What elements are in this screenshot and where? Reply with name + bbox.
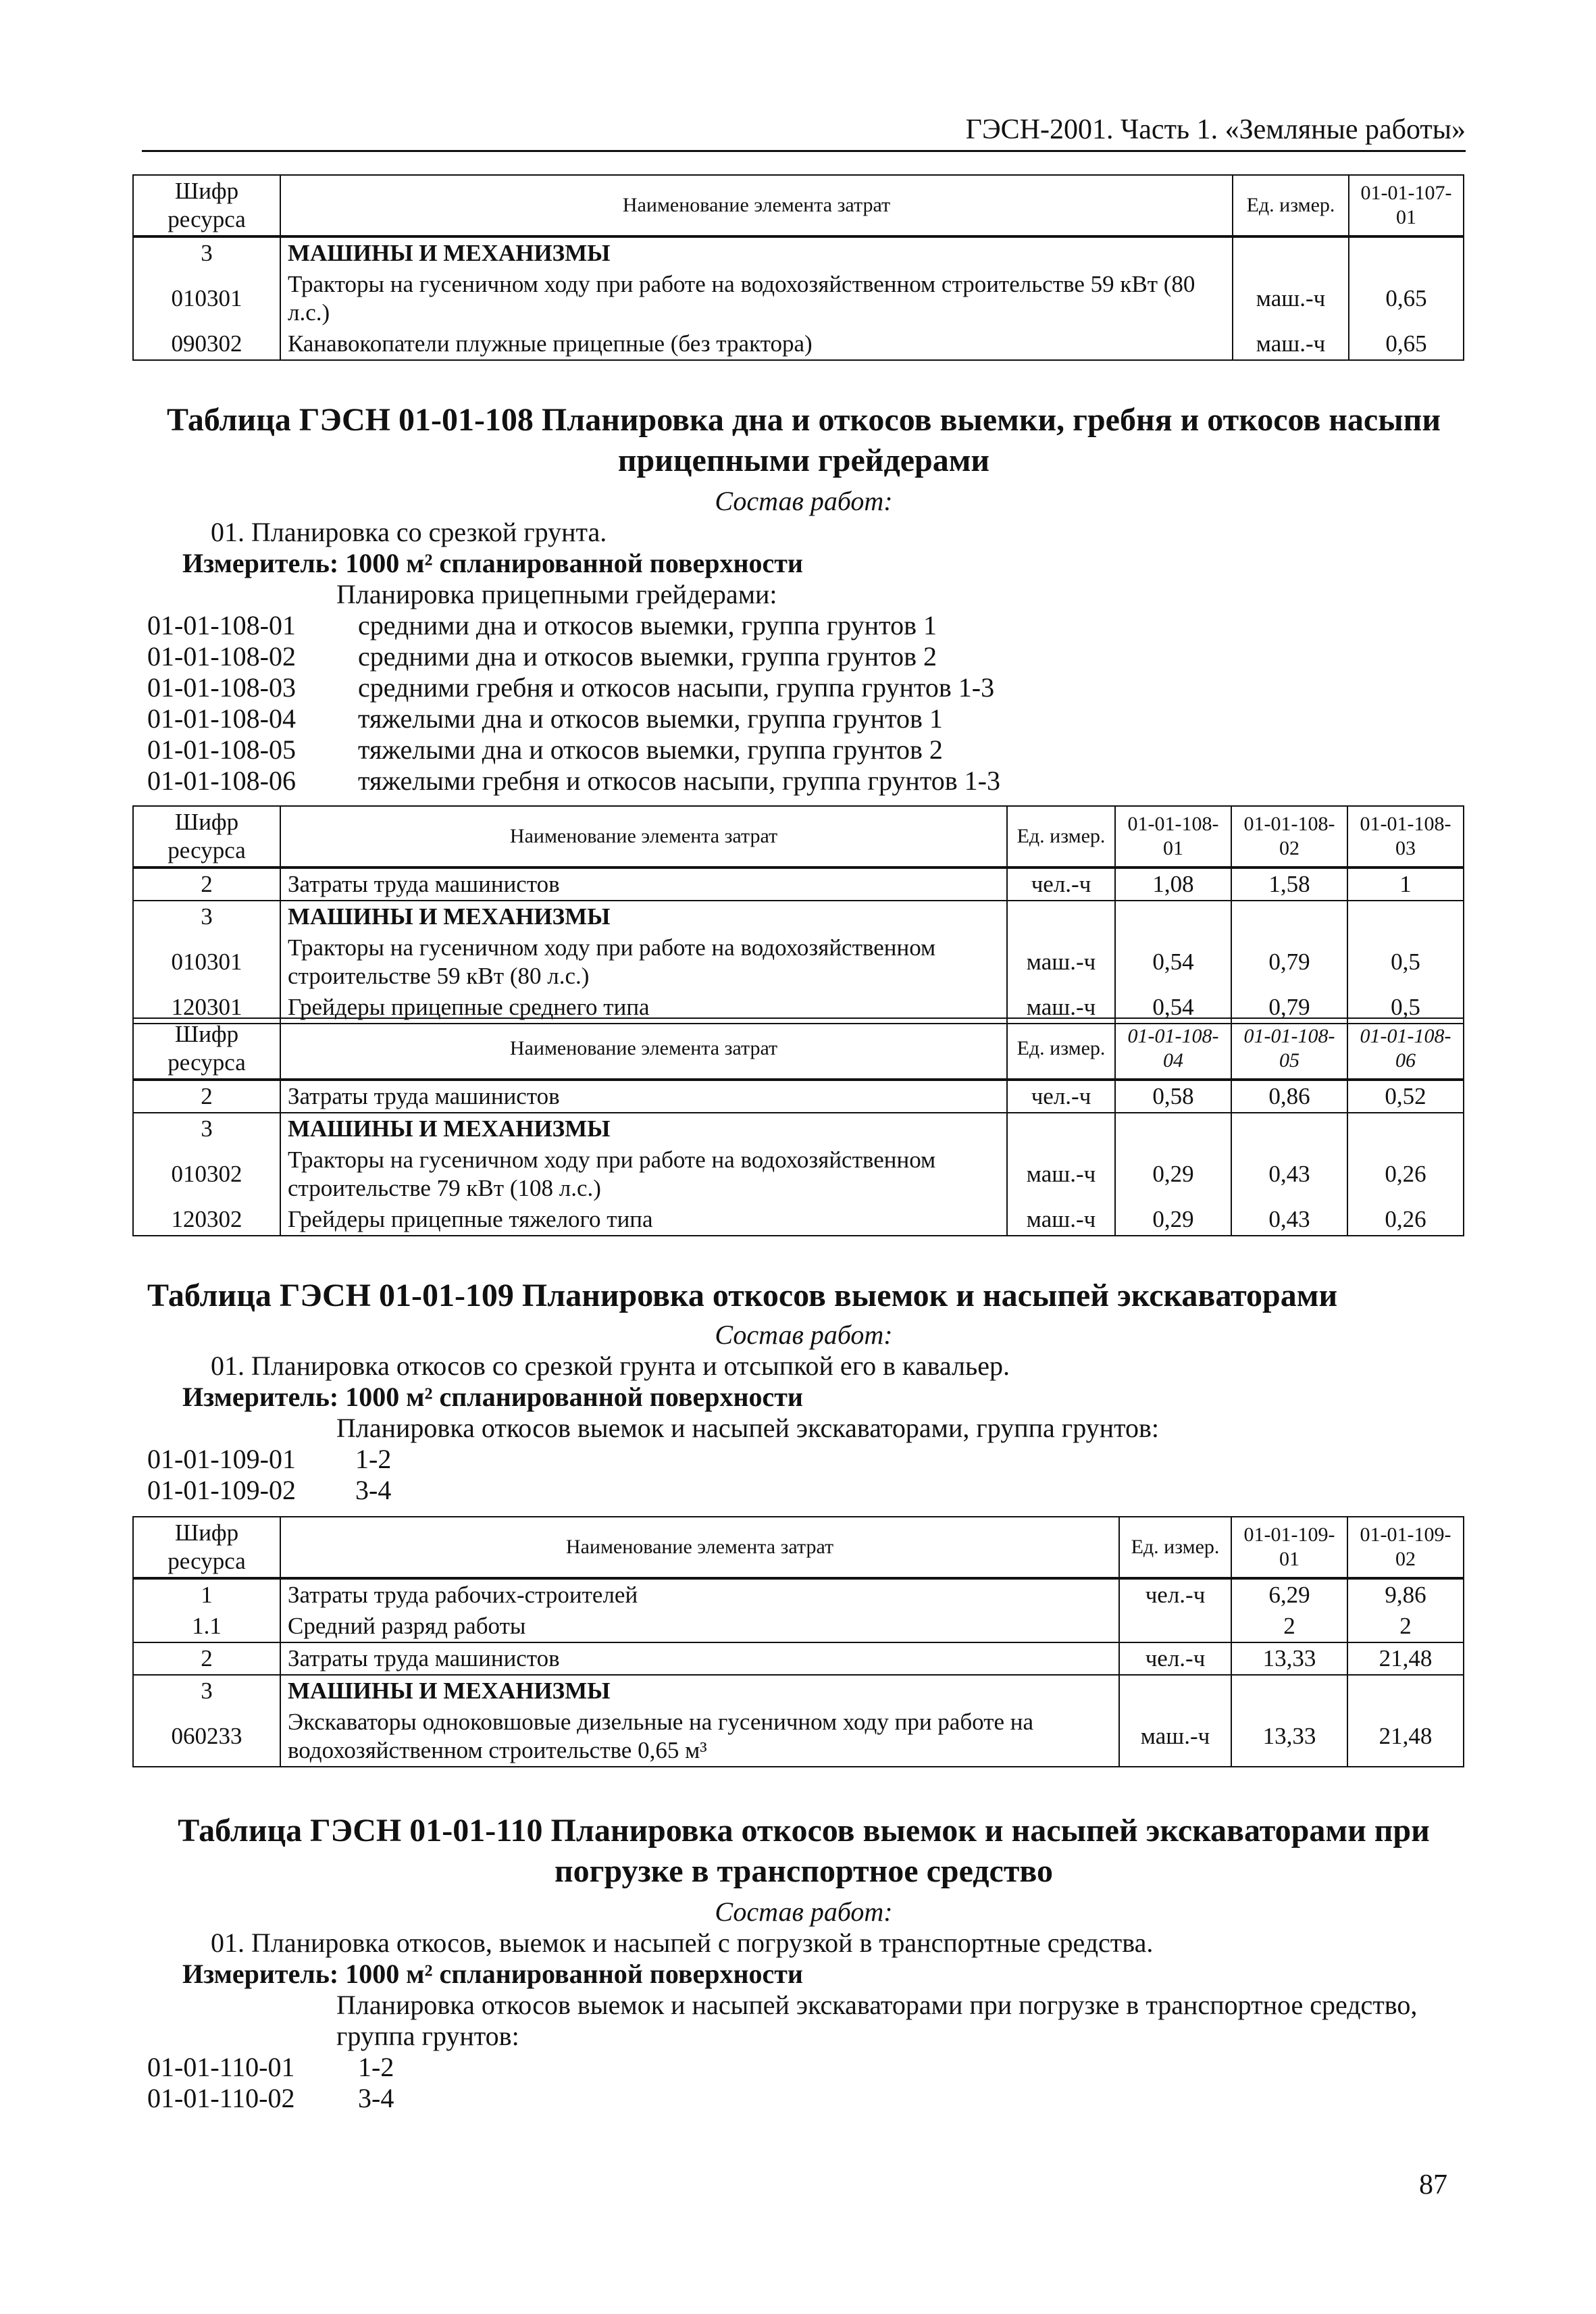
row-unit: маш.-ч xyxy=(1007,932,1115,992)
row-value: 0,26 xyxy=(1347,1204,1464,1236)
row-unit xyxy=(1007,1113,1115,1145)
row-code: 120302 xyxy=(133,1204,280,1236)
row-unit: маш.-ч xyxy=(1007,992,1115,1024)
row-unit: чел.-ч xyxy=(1119,1578,1231,1611)
row-code: 2 xyxy=(133,1642,280,1675)
table-header-row xyxy=(133,175,1464,236)
header-value: 01-01-108-05 xyxy=(1231,1018,1347,1080)
row-unit: маш.-ч xyxy=(1233,269,1349,328)
item-code: 01-01-109-02 xyxy=(147,1475,296,1505)
section-108-subtitle: Планировка прицепными грейдерами: xyxy=(336,579,777,609)
row-name: Экскаваторы одноковшовые дизельные на гусеничном ходу при работе на водохозяйственном строительстве 0,65 м³ xyxy=(280,1707,1119,1767)
item-text: 3-4 xyxy=(355,1475,392,1505)
table-header-row xyxy=(133,1018,1464,1080)
row-value: 6,29 xyxy=(1231,1578,1347,1611)
table-row xyxy=(133,1675,1464,1707)
item-code: 01-01-108-06 xyxy=(147,765,296,796)
row-code: 1.1 xyxy=(133,1611,280,1642)
row-value: 0,58 xyxy=(1115,1080,1231,1113)
list-item xyxy=(147,2082,394,2114)
header-value: 01-01-108-04 xyxy=(1115,1018,1231,1080)
row-code: 3 xyxy=(133,1113,280,1145)
header-code: Шифр ресурса xyxy=(133,1517,280,1578)
section-110-subtitle-2: группа грунтов: xyxy=(336,2021,519,2051)
section-110-measure: Измеритель: 1000 м² спланированной поверхности xyxy=(182,1959,803,1989)
row-unit: чел.-ч xyxy=(1007,867,1115,901)
row-value xyxy=(1115,901,1231,932)
row-value xyxy=(1115,1113,1231,1145)
table-row xyxy=(133,1642,1464,1675)
item-text: средними дна и откосов выемки, группа грунтов 2 xyxy=(358,641,937,672)
item-text: средними гребня и откосов насыпи, группа грунтов 1-3 xyxy=(358,672,995,703)
row-value: 0,65 xyxy=(1349,269,1464,328)
row-value: 0,52 xyxy=(1347,1080,1464,1113)
item-text: 1-2 xyxy=(355,1444,392,1474)
row-value: 2 xyxy=(1347,1611,1464,1642)
row-value: 13,33 xyxy=(1231,1707,1347,1767)
row-value: 0,43 xyxy=(1231,1204,1347,1236)
row-name: МАШИНЫ И МЕХАНИЗМЫ xyxy=(280,1113,1007,1145)
row-value: 9,86 xyxy=(1347,1578,1464,1611)
row-unit xyxy=(1007,901,1115,932)
item-text: средними дна и откосов выемки, группа грунтов 1 xyxy=(358,610,937,640)
header-value: 01-01-109-01 xyxy=(1231,1517,1347,1578)
row-name: МАШИНЫ И МЕХАНИЗМЫ xyxy=(280,901,1007,932)
section-109-sostav: Состав работ: xyxy=(715,1319,893,1350)
row-value: 0,43 xyxy=(1231,1145,1347,1204)
row-name: МАШИНЫ И МЕХАНИЗМЫ xyxy=(280,236,1233,269)
table-row xyxy=(133,867,1464,901)
row-value xyxy=(1349,236,1464,269)
row-code: 120301 xyxy=(133,992,280,1024)
table-row xyxy=(133,1113,1464,1145)
header-name: Наименование элемента затрат xyxy=(280,1018,1007,1080)
table-row xyxy=(133,1578,1464,1611)
section-109-measure: Измеритель: 1000 м² спланированной поверхности xyxy=(182,1382,803,1412)
table-row xyxy=(133,328,1464,360)
row-value: 0,54 xyxy=(1115,932,1231,992)
row-name: Затраты труда машинистов xyxy=(280,1642,1119,1675)
row-value xyxy=(1231,1675,1347,1707)
row-value: 21,48 xyxy=(1347,1642,1464,1675)
row-value xyxy=(1231,1113,1347,1145)
list-item xyxy=(147,2051,394,2083)
list-item xyxy=(147,1443,391,1475)
list-item xyxy=(147,703,943,734)
row-value: 0,54 xyxy=(1115,992,1231,1024)
row-unit: маш.-ч xyxy=(1119,1707,1231,1767)
table-107 xyxy=(132,174,1464,361)
row-value: 1,08 xyxy=(1115,867,1231,901)
row-unit xyxy=(1233,236,1349,269)
table-row xyxy=(133,1707,1464,1767)
row-name: Грейдеры прицепные тяжелого типа xyxy=(280,1204,1007,1236)
list-item xyxy=(147,734,943,765)
table-row xyxy=(133,269,1464,328)
page-number: 87 xyxy=(1419,2169,1447,2200)
item-code: 01-01-110-01 xyxy=(147,2052,295,2082)
row-value xyxy=(1231,901,1347,932)
row-value xyxy=(1347,1675,1464,1707)
header-unit: Ед. измер. xyxy=(1233,175,1349,236)
table-row xyxy=(133,932,1464,992)
section-110-work: 01. Планировка откосов, выемок и насыпей с погрузкой в транспортные средства. xyxy=(211,1928,1154,1958)
section-108-measure: Измеритель: 1000 м² спланированной поверхности xyxy=(182,548,803,578)
table-row xyxy=(133,901,1464,932)
header-name: Наименование элемента затрат xyxy=(280,175,1233,236)
header-value: 01-01-108-06 xyxy=(1347,1018,1464,1080)
row-value: 2 xyxy=(1231,1611,1347,1642)
row-value: 0,26 xyxy=(1347,1145,1464,1204)
row-name: Затраты труда машинистов xyxy=(280,867,1007,901)
row-value: 0,5 xyxy=(1347,932,1464,992)
row-value: 13,33 xyxy=(1231,1642,1347,1675)
table-row xyxy=(133,1145,1464,1204)
table-108-a xyxy=(132,805,1464,1024)
header-unit: Ед. измер. xyxy=(1007,806,1115,867)
list-item xyxy=(147,765,1000,797)
list-item xyxy=(147,640,937,672)
row-name: Грейдеры прицепные среднего типа xyxy=(280,992,1007,1024)
row-name: МАШИНЫ И МЕХАНИЗМЫ xyxy=(280,1675,1119,1707)
list-item xyxy=(147,609,937,641)
header-value: 01-01-107-01 xyxy=(1349,175,1464,236)
header-name: Наименование элемента затрат xyxy=(280,1517,1119,1578)
row-name: Канавокопатели плужные прицепные (без трактора) xyxy=(280,328,1233,360)
row-value: 21,48 xyxy=(1347,1707,1464,1767)
header-name: Наименование элемента затрат xyxy=(280,806,1007,867)
section-110-title: Таблица ГЭСН 01-01-110 Планировка откосов выемок и насыпей экскаваторами при погрузке в транспортное средство xyxy=(178,1813,1430,1889)
row-code: 1 xyxy=(133,1578,280,1611)
row-value: 0,29 xyxy=(1115,1204,1231,1236)
row-code: 3 xyxy=(133,1675,280,1707)
row-value: 0,79 xyxy=(1231,932,1347,992)
table-row xyxy=(133,1204,1464,1236)
section-110-subtitle-1: Планировка откосов выемок и насыпей экскаваторами при погрузке в транспортное средство, xyxy=(336,1990,1418,2020)
row-name: Средний разряд работы xyxy=(280,1611,1119,1642)
header-value: 01-01-108-02 xyxy=(1231,806,1347,867)
row-code: 090302 xyxy=(133,328,280,360)
row-value xyxy=(1347,901,1464,932)
row-unit: маш.-ч xyxy=(1007,1145,1115,1204)
row-code: 010302 xyxy=(133,1145,280,1204)
header-value: 01-01-109-02 xyxy=(1347,1517,1464,1578)
row-code: 060233 xyxy=(133,1707,280,1767)
list-item xyxy=(147,1474,391,1506)
section-109-subtitle: Планировка откосов выемок и насыпей экскаваторами, группа грунтов: xyxy=(336,1413,1160,1443)
row-code: 010301 xyxy=(133,269,280,328)
row-unit: маш.-ч xyxy=(1007,1204,1115,1236)
row-unit xyxy=(1119,1611,1231,1642)
row-name: Тракторы на гусеничном ходу при работе на водохозяйственном строительстве 59 кВт (80 л.с.) xyxy=(280,932,1007,992)
header-code: Шифр ресурса xyxy=(133,175,280,236)
header-value: 01-01-108-01 xyxy=(1115,806,1231,867)
row-value: 1 xyxy=(1347,867,1464,901)
section-110-sostav: Состав работ: xyxy=(715,1896,893,1927)
header-code: Шифр ресурса xyxy=(133,1018,280,1080)
table-header-row xyxy=(133,1517,1464,1578)
header-rule xyxy=(142,150,1466,152)
row-value: 1,58 xyxy=(1231,867,1347,901)
table-header-row xyxy=(133,806,1464,867)
table-row xyxy=(133,236,1464,269)
row-name: Тракторы на гусеничном ходу при работе на водохозяйственном строительстве 79 кВт (108 л.с.) xyxy=(280,1145,1007,1204)
table-row xyxy=(133,1080,1464,1113)
item-code: 01-01-108-05 xyxy=(147,734,296,765)
header-unit: Ед. измер. xyxy=(1007,1018,1115,1080)
section-108-work: 01. Планировка со срезкой грунта. xyxy=(211,517,607,547)
row-value: 0,65 xyxy=(1349,328,1464,360)
section-108-title: Таблица ГЭСН 01-01-108 Планировка дна и откосов выемки, гребня и откосов насыпи прицепными грейдерами xyxy=(167,402,1441,478)
row-value: 0,29 xyxy=(1115,1145,1231,1204)
item-code: 01-01-108-03 xyxy=(147,672,296,703)
row-name: Тракторы на гусеничном ходу при работе на водохозяйственном строительстве 59 кВт (80 л.с.) xyxy=(280,269,1233,328)
row-value: 0,79 xyxy=(1231,992,1347,1024)
header-code: Шифр ресурса xyxy=(133,806,280,867)
item-text: тяжелыми дна и откосов выемки, группа грунтов 1 xyxy=(358,703,943,734)
row-code: 2 xyxy=(133,867,280,901)
header-value: 01-01-108-03 xyxy=(1347,806,1464,867)
table-108-b xyxy=(132,1017,1464,1236)
table-109 xyxy=(132,1516,1464,1767)
item-text: тяжелыми гребня и откосов насыпи, группа грунтов 1-3 xyxy=(358,765,1000,796)
item-text: 3-4 xyxy=(358,2083,394,2113)
row-code: 2 xyxy=(133,1080,280,1113)
row-name: Затраты труда рабочих-строителей xyxy=(280,1578,1119,1611)
row-code: 010301 xyxy=(133,932,280,992)
item-code: 01-01-108-01 xyxy=(147,610,296,640)
item-code: 01-01-108-04 xyxy=(147,703,296,734)
item-text: тяжелыми дна и откосов выемки, группа грунтов 2 xyxy=(358,734,943,765)
section-109-work: 01. Планировка откосов со срезкой грунта и отсыпкой его в кавальер. xyxy=(211,1351,1010,1381)
row-unit: чел.-ч xyxy=(1007,1080,1115,1113)
section-108-sostav: Состав работ: xyxy=(715,486,893,516)
row-code: 3 xyxy=(133,901,280,932)
table-row xyxy=(133,1611,1464,1642)
row-unit: чел.-ч xyxy=(1119,1642,1231,1675)
row-unit: маш.-ч xyxy=(1233,328,1349,360)
row-unit xyxy=(1119,1675,1231,1707)
item-code: 01-01-109-01 xyxy=(147,1444,296,1474)
running-header: ГЭСН-2001. Часть 1. «Земляные работы» xyxy=(965,114,1466,145)
header-unit: Ед. измер. xyxy=(1119,1517,1231,1578)
item-text: 1-2 xyxy=(358,2052,394,2082)
item-code: 01-01-108-02 xyxy=(147,641,296,672)
row-value: 0,5 xyxy=(1347,992,1464,1024)
section-109-title: Таблица ГЭСН 01-01-109 Планировка откосов выемок и насыпей экскаваторами xyxy=(147,1278,1338,1313)
row-code: 3 xyxy=(133,236,280,269)
list-item xyxy=(147,672,994,703)
row-value: 0,86 xyxy=(1231,1080,1347,1113)
item-code: 01-01-110-02 xyxy=(147,2083,295,2113)
row-value xyxy=(1347,1113,1464,1145)
row-name: Затраты труда машинистов xyxy=(280,1080,1007,1113)
